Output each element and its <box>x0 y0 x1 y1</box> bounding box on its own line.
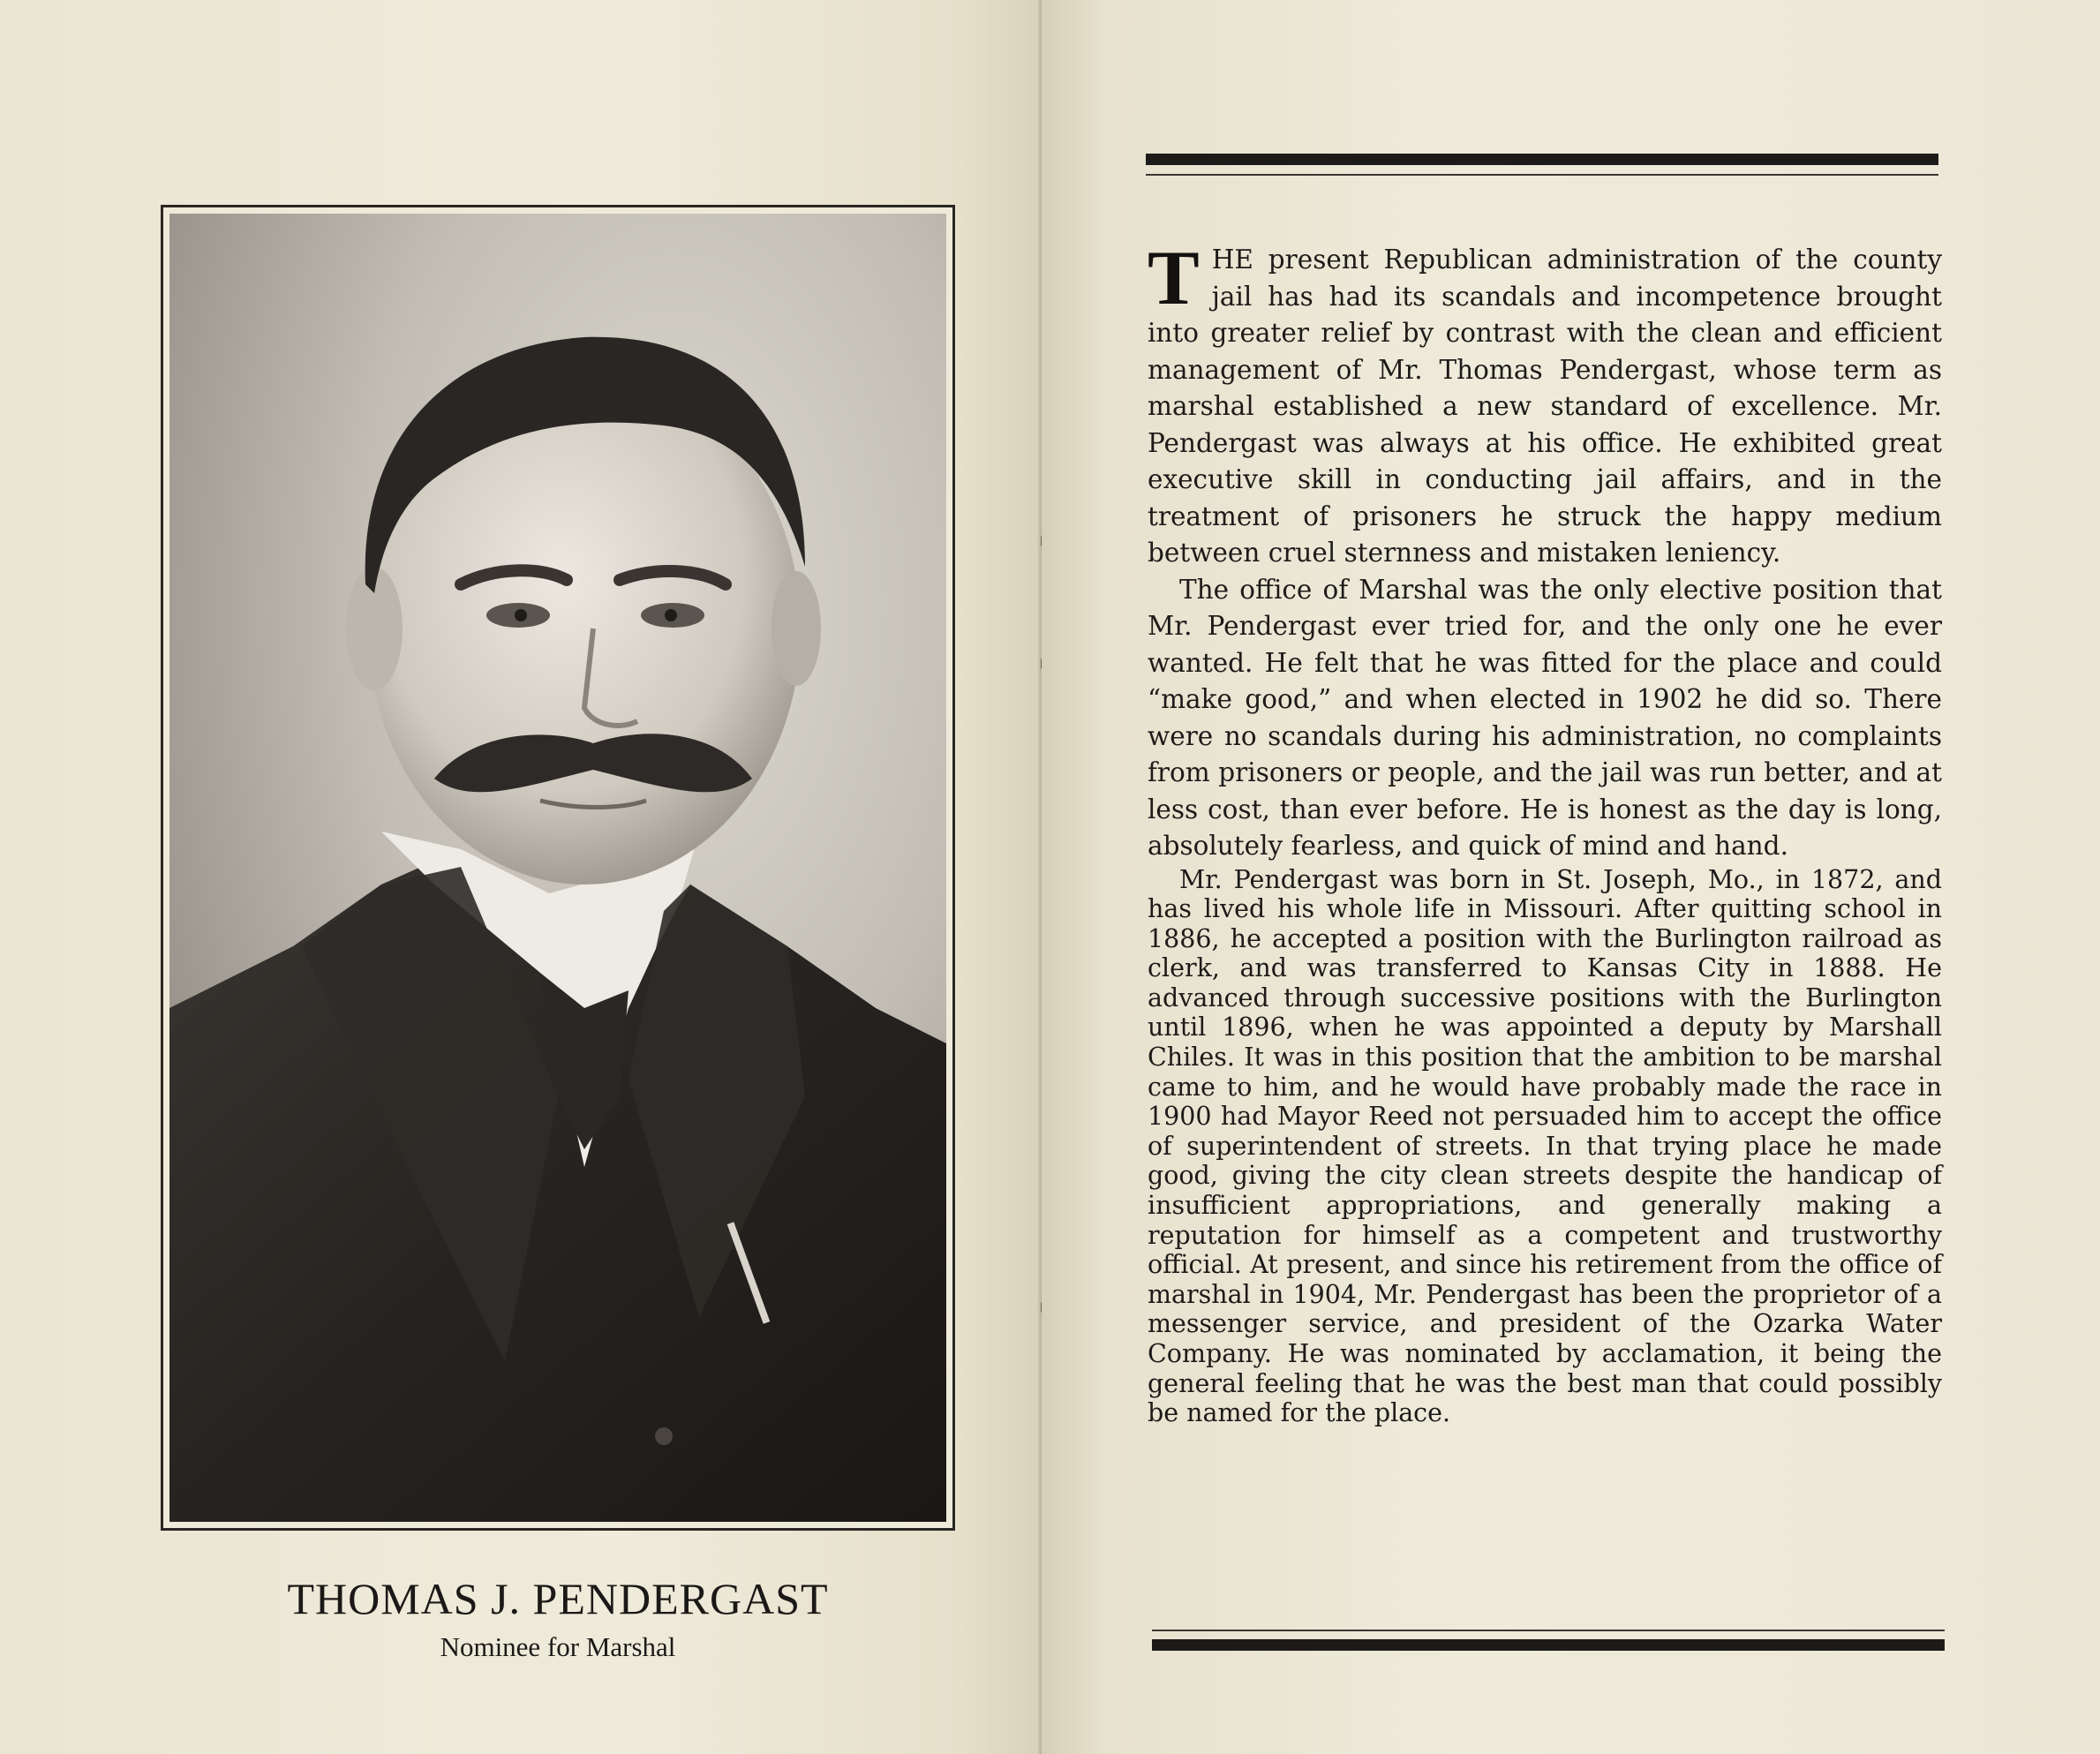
bottom-thick-rule <box>1152 1639 1945 1651</box>
top-thick-rule <box>1146 154 1938 165</box>
portrait-photo <box>169 214 946 1522</box>
drop-cap: T <box>1148 236 1200 321</box>
portrait-frame <box>161 205 955 1531</box>
paragraph-1 <box>1148 236 1942 572</box>
portrait-caption-name: THOMAS J. PENDERGAST <box>287 1574 829 1623</box>
article-body <box>1148 236 1942 1428</box>
left-page <box>0 0 1042 1754</box>
paragraph-2: The office of Marshal was the only elective position that Mr. Pendergast ever tried for, and the only one he ever wanted. He felt that he was fitted for the place and could “make good,” and when elected in 1902 he did so. There were no scandals during his administration, no complaints from prisoners or people, and the jail was run better, and at less cost, than ever before. He is honest as the day is long, absolutely fearless, and quick of mind and hand. <box>1148 574 1942 861</box>
portrait-caption-subtitle: Nominee for Marshal <box>440 1631 676 1662</box>
portrait-illustration <box>169 214 946 1522</box>
paragraph-1-text: HE present Republican administration of the county jail has had its scandals and incompetence brought into greater relief by contrast with the clean and efficient management of Mr. Thomas Pendergast, whose term as marshal established a new standard of excellence. Mr. Pendergast was always at his office. He exhibited great executive skill in conducting jail affairs, and in the treatment of prisoners he struck the happy medium between cruel sternness and mistaken leniency. <box>1148 245 1942 568</box>
bottom-thin-rule <box>1152 1630 1945 1631</box>
paragraph-3: Mr. Pendergast was born in St. Joseph, Mo., in 1872, and has lived his whole life in Missouri. After quitting school in 1886, he accepted a position with the Burlington railroad as clerk, and was transferred to Kansas City in 1888. He advanced through successive positions with the Burlington until 1896, when he was appointed a deputy by Marshall Chiles. It was in this position that the ambition to be marshal came to him, and he would have probably made the race in 1900 had Mayor Reed not persuaded him to accept the office of superintendent of streets. In that trying place he made good, giving the city clean streets despite the handicap of insufficient appropriations, and generally making a reputation for himself as a competent and trustworthy official. At present, and since his retirement from the office of marshal in 1904, Mr. Pendergast has been the proprietor of a messenger service, and president of the Ozarka Water Company. He was nominated by acclamation, it being the general feeling that he was the best man that could possibly be named for the place. <box>1148 864 1942 1428</box>
top-thin-rule <box>1146 174 1938 176</box>
